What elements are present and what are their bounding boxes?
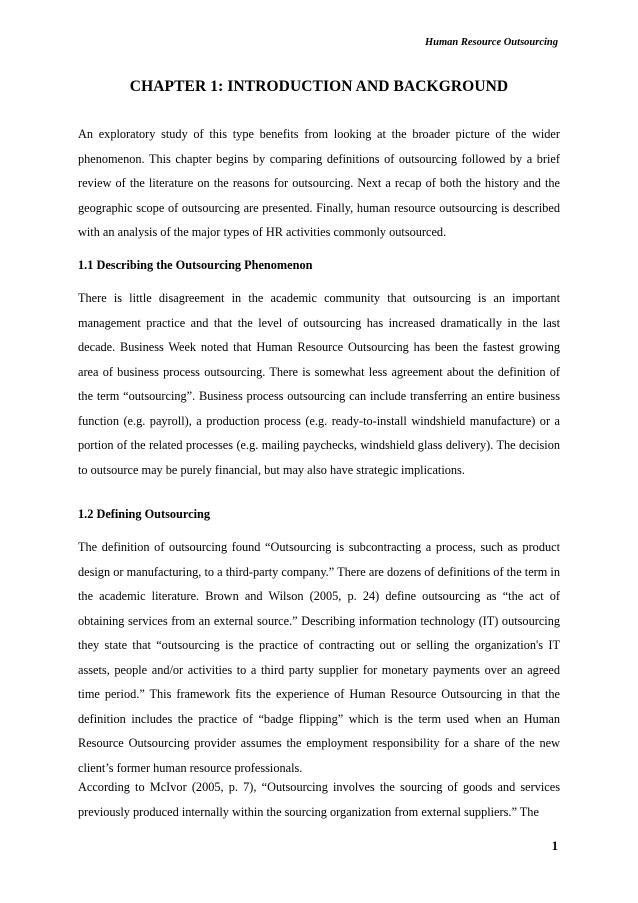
- section-1-1-paragraph: There is little disagreement in the academic community that outsourcing is an important management practice and that the level of outsourcing has increased dramatically in the last decade. Business Week noted that Human Resource Outsourcing has been the fastest growing area of business process outsourcing. There is somewhat less agreement about the definition of the term “outsourcing”. Business process outsourcing can include transferring an entire business function (e.g. payroll), a production process (e.g. ready-to-install windshield manufacture) or a portion of the related processes (e.g. mailing paychecks, windshield glass delivery). The decision to outsource may be purely financial, but may also have strategic implications.: [78, 291, 560, 477]
- chapter-title: CHAPTER 1: INTRODUCTION AND BACKGROUND: [129, 78, 509, 95]
- section-1-2-heading-wrap: [78, 502, 560, 527]
- section-1-2-heading: 1.2 Defining Outsourcing: [78, 507, 210, 521]
- section-1-2-paragraph-1: The definition of outsourcing found “Outsourcing is subcontracting a process, such as product design or manufacturing, to a third-party company.” There are dozens of definitions of the term in the academic literature. Brown and Wilson (2005, p. 24) define outsourcing as “the act of obtaining services from an external source.” Describing information technology (IT) outsourcing they state that “outsourcing is the practice of contracting out or selling the organization's IT assets, people and/or activities to a third party supplier for monetary payments over an agreed time period.” This framework fits the experience of Human Resource Outsourcing in that the definition includes the practice of “badge flipping” which is the term used when an Human Resource Outsourcing provider assumes the employment responsibility for a share of the new client’s former human resource professionals.: [78, 540, 560, 775]
- intro-paragraph: An exploratory study of this type benefits from looking at the broader picture of the wider phenomenon. This chapter begins by comparing definitions of outsourcing followed by a brief review of the literature on the reasons for outsourcing. Next a recap of both the history and the geographic scope of outsourcing are presented. Finally, human resource outsourcing is described with an analysis of the major types of HR activities commonly outsourced.: [78, 127, 560, 239]
- section-1-1-heading: 1.1 Describing the Outsourcing Phenomenon: [78, 258, 313, 272]
- section-1-1-heading-wrap: [78, 253, 560, 278]
- running-header: Human Resource Outsourcing: [424, 37, 558, 48]
- section-1-1-body: [78, 286, 560, 482]
- page-number: 1: [551, 839, 558, 853]
- section-1-2-body: [78, 535, 560, 780]
- intro-section: [78, 122, 560, 245]
- section-1-2-body-continued: [78, 775, 560, 824]
- section-1-2-paragraph-2: According to McIvor (2005, p. 7), “Outsourcing involves the sourcing of goods and services previously produced internally within the sourcing organization from external suppliers.” The: [78, 780, 560, 819]
